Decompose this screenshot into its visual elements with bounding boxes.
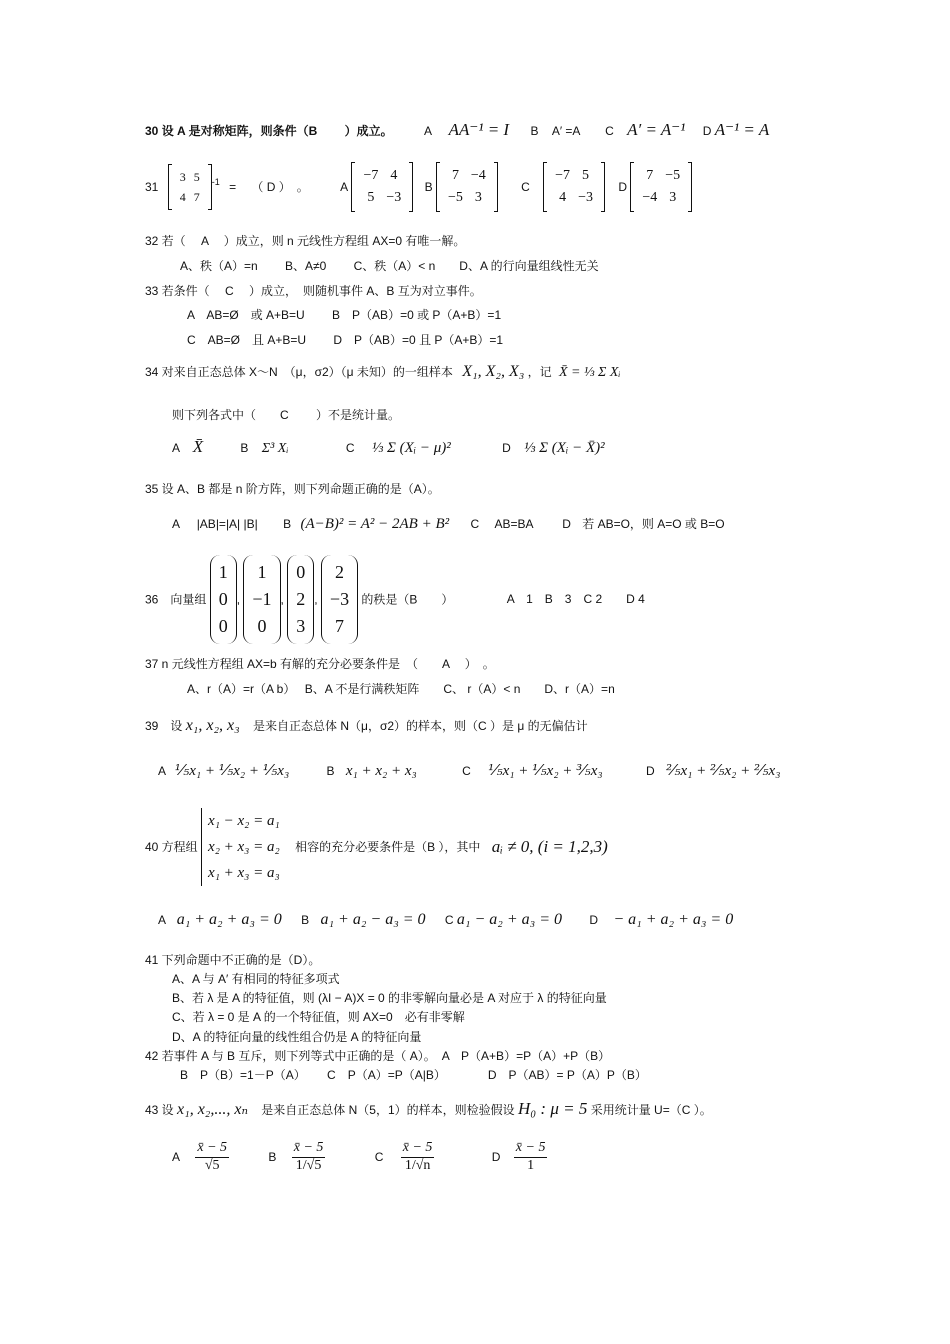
- q39-d-label: D: [645, 764, 655, 778]
- q35-d-expr: 若 AB=O，则 A=O 或 B=O: [582, 517, 725, 531]
- q30-text: 设 A 是对称矩阵，则条件（B ）成立。: [161, 124, 393, 138]
- q40-eq1: x₁ − x₂ = a₁: [208, 813, 280, 829]
- q30-c-expr: A′ = A⁻¹: [627, 120, 686, 139]
- q43-d-frac: $\frac{x̄ - 5}{1}$: [515, 1140, 546, 1173]
- q30-a-label: A: [423, 124, 432, 138]
- q39-b-expr: x₁ + x₂ + x₃: [345, 763, 417, 779]
- q35-c-label: C: [470, 517, 480, 531]
- q34-sample: X₁, X₂, X₃: [462, 363, 525, 380]
- q31-d-matrix: 7 −5 −4 3: [630, 163, 692, 211]
- q30-line: [145, 120, 769, 140]
- q35-b-label: B: [283, 517, 292, 531]
- q30-b-label: B: [530, 124, 539, 138]
- q39-line: [145, 716, 588, 735]
- q40-post: 相容的充分必要条件是（B ），其中: [295, 839, 481, 854]
- q43-hyp: H₀ : μ = 5: [518, 1099, 588, 1118]
- q43-a-frac: $\frac{x̄ - 5}{√5}$: [197, 1140, 228, 1173]
- q40-eq3: x₁ + x₃ = a₃: [208, 865, 280, 881]
- q32-stem: 32 若（ A ）成立，则 n 元线性方程组 AX=0 有唯一解。: [145, 234, 466, 248]
- q33-stem: 33 若条件（ C ）成立， 则随机事件 A、B 互为对立事件。: [145, 284, 482, 298]
- q41-option-c: C、若 λ = 0 是 A 的一个特征值，则 AX=0 必有非零解: [172, 1010, 465, 1024]
- q43-options: [172, 1140, 547, 1175]
- q34-options: [172, 437, 605, 458]
- q30-b-expr: A′ =A: [551, 124, 580, 138]
- q43-post: 采用统计量 U=（C ）。: [590, 1103, 712, 1117]
- q40-b-expr: a₁ + a₂ − a₃ = 0: [320, 911, 426, 928]
- q43-c-label: C: [374, 1150, 384, 1165]
- q34-c-label: C: [345, 441, 355, 455]
- q31-c-label: C: [521, 179, 530, 194]
- q41-option-a: A、A 与 A′ 有相同的特征多项式: [172, 972, 340, 986]
- q32-options: A、秩（A）=n B、A≠0 C、秩（A）< n D、A 的行向量组线性无关: [180, 259, 599, 273]
- q34-stat: X̄ = ⅓ Σ Xᵢ: [559, 365, 621, 380]
- q40-d-label: D: [589, 913, 598, 927]
- q39-vars: x₁, x₂, x₃: [185, 717, 240, 734]
- q43-line: [145, 1099, 712, 1119]
- q43-d-label: D: [491, 1150, 501, 1165]
- q43-mid: 是来自正态总体 N（5，1）的样本，则检验假设: [261, 1103, 515, 1117]
- q31-a-label: A: [340, 179, 349, 194]
- q42-stem: 42 若事件 A 与 B 互斥，则下列等式中正确的是（ A）。 A P（A+B）=P（A）+P（B）: [145, 1049, 611, 1063]
- q41-option-b: B、若 λ 是 A 的特征值，则 (λI − A)X = 0 的非零解向量必是 A 对应于 λ 的特征向量: [172, 991, 607, 1005]
- q39-options: [158, 762, 780, 780]
- q30-d-expr: A⁻¹ = A: [714, 120, 770, 139]
- q36-vector-4: 2 −3 7: [321, 555, 358, 644]
- q40-system: [201, 808, 280, 886]
- q43-pre: 43 设: [145, 1103, 174, 1117]
- q37-stem: 37 n 元线性方程组 AX=b 有解的充分必要条件是 （ A ） 。: [145, 657, 495, 671]
- q35-stem: 35 设 A、B 都是 n 阶方阵，则下列命题正确的是（A）。: [145, 482, 440, 496]
- q35-a-expr: |AB|=|A| |B|: [196, 517, 258, 531]
- q35-d-label: D: [562, 517, 571, 531]
- q31-num: 31: [145, 179, 159, 194]
- q36-tail: 的秩是（B ）: [361, 592, 454, 607]
- q34-note: ，记: [527, 365, 552, 379]
- q31-c-matrix: −7 5 4 −3: [543, 163, 605, 211]
- q39-a-expr: ⅕x₁ + ⅕x₂ + ⅕x₃: [174, 763, 290, 779]
- q40-a-expr: a₁ + a₂ + a₃ = 0: [176, 911, 282, 928]
- q43-b-frac: $\frac{x̄ - 5}{1/√5}$: [293, 1140, 324, 1173]
- q35-a-label: A: [172, 517, 180, 531]
- q34-line2: 则下列各式中（ C ）不是统计量。: [172, 408, 401, 422]
- q34-a-label: A: [172, 441, 180, 455]
- q40-a-label: A: [158, 913, 166, 927]
- q40-d-expr: − a₁ + a₂ + a₃ = 0: [613, 911, 734, 928]
- q43-c-frac: $\frac{x̄ - 5}{1/√n}$: [402, 1140, 433, 1173]
- q31-exp: -1: [211, 177, 220, 188]
- q40-cond: aᵢ ≠ 0, (i = 1,2,3): [491, 836, 608, 856]
- q41-stem: 41 下列命题中不正确的是（D）。: [145, 953, 321, 967]
- q40-c-expr: a₁ − a₂ + a₃ = 0: [456, 911, 562, 928]
- q43-b-label: B: [268, 1150, 277, 1165]
- q35-b-expr: (A−B)² = A² − 2AB + B²: [300, 516, 450, 532]
- q40-c-label: C: [444, 913, 454, 927]
- q39-d-expr: ⅖x₁ + ⅖x₂ + ⅖x₃: [665, 763, 781, 779]
- q34-stem: 34 对来自正态总体 X～N （μ，σ2）（μ 未知）的一组样本: [145, 365, 453, 379]
- q39-a-label: A: [158, 764, 166, 778]
- q36-options: A 1 B 3 C 2 D 4: [506, 592, 645, 607]
- q31-d-label: D: [618, 179, 627, 194]
- q31-b-matrix: 7 −4 −5 3: [436, 163, 498, 211]
- q40-options: [158, 910, 733, 929]
- q34-d-label: D: [502, 441, 511, 455]
- q34-a-expr: X̄: [192, 437, 204, 456]
- q34-b-expr: Σ³ Xᵢ: [261, 441, 289, 456]
- q31-answer: （ D ） 。: [251, 179, 309, 194]
- q34-line1: [145, 362, 621, 382]
- q30-num: 30: [145, 124, 159, 138]
- q34-b-label: B: [240, 441, 249, 455]
- q30-d-label: D: [702, 124, 712, 138]
- q40-pre: 40 方程组: [145, 839, 198, 854]
- q36-vector-2: 1 −1 0: [243, 555, 280, 644]
- q35-c-expr: AB=BA: [494, 517, 533, 531]
- q40-b-label: B: [301, 913, 310, 927]
- q41-option-d: D、A 的特征向量的线性组合仍是 A 的特征向量: [172, 1030, 422, 1044]
- q31-b-label: B: [424, 179, 433, 194]
- q35-options: [172, 515, 725, 533]
- q30-c-label: C: [605, 124, 614, 138]
- q36-vector-1: 1 0 0: [210, 555, 237, 644]
- q31-line: [145, 163, 692, 211]
- q39-pre: 39 设: [145, 719, 183, 733]
- q30-a-expr: AA⁻¹ = I: [448, 120, 510, 139]
- q31-lhs-matrix: 3 5 4 7: [168, 165, 212, 209]
- q39-post: 是来自正态总体 N（μ，σ2）的样本，则（C ）是 μ 的无偏估计: [253, 719, 588, 733]
- q39-c-expr: ⅕x₁ + ⅕x₂ + ⅗x₃: [488, 763, 603, 779]
- q43-a-label: A: [172, 1150, 181, 1165]
- q39-c-label: C: [462, 764, 471, 778]
- q34-d-expr: ⅓ Σ (Xᵢ − X̄)²: [524, 440, 605, 456]
- q34-c-expr: ⅓ Σ (Xᵢ − μ)²: [371, 440, 451, 456]
- q37-options: A、r（A）=r（A b） B、A 不是行满秩矩阵 C、 r（A）< n D、r（A）=n: [187, 682, 615, 696]
- q40-line: [145, 808, 608, 886]
- q39-b-label: B: [326, 764, 335, 778]
- q36-vector-3: 0 2 3: [287, 555, 314, 644]
- q31-eq: =: [229, 179, 237, 194]
- q43-vars: x₁, x₂,..., xₙ: [177, 1101, 248, 1118]
- q33-options-1: A AB=Ø 或 A+B=U B P（AB）=0 或 P（A+B）=1: [187, 308, 502, 322]
- q36-line: 36 向量组 1 0 0, 1 −1 0, 0 2 3, 2 −3 7 的秩是（B ） A 1 B 3 C 2 D 4: [145, 555, 645, 644]
- q40-eq2: x₂ + x₃ = a₂: [208, 839, 280, 855]
- q31-a-matrix: −7 4 5 −3: [351, 163, 413, 211]
- q42-options: B P（B）=1－P（A） C P（A）=P（A|B） D P（AB）= P（A）P（B）: [180, 1068, 647, 1082]
- q36-num: 36 向量组: [145, 592, 207, 607]
- q33-options-2: C AB=Ø 且 A+B=U D P（AB）=0 且 P（A+B）=1: [187, 333, 504, 347]
